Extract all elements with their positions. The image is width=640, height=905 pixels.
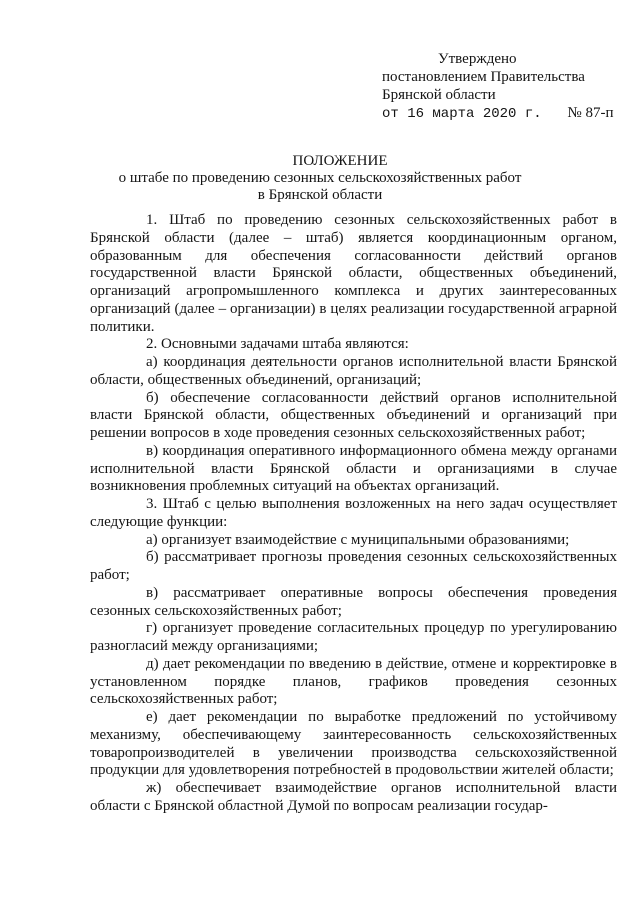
paragraph-3c: в) рассматривает оперативные вопросы обеспечения проведения сезонных сельскохозяйственных работ; (90, 584, 617, 619)
title-region: в Брянской области (257, 187, 383, 203)
paragraph-3f: е) дает рекомендации по выработке предложений по устойчивому механизму, обеспечивающему заинтересованность сельскохозяйственных товаропроизводителей в увеличении производства сельскохозяйственной продукции для удовлетворения потребностей в продовольствии жителей области; (90, 709, 617, 779)
paragraph-3a: а) организует взаимодействие с муниципальными образованиями; (146, 531, 570, 548)
document-body (90, 212, 617, 816)
title-main: ПОЛОЖЕНИЕ (292, 153, 388, 169)
paragraph-2c: в) координация оперативного информационного обмена между органами исполнительной власти Брянской области и организациями в случае возникновения проблемных ситуаций на объектах организаций. (90, 442, 617, 495)
approval-date: от 16 марта 2020 г. (382, 106, 542, 122)
paragraph-2a: а) координация деятельности органов исполнительной власти Брянской области, общественных объединений, организаций; (90, 354, 617, 388)
paragraph-3d: г) организует проведение согласительных процедур по урегулированию разногласий между организациями; (90, 620, 617, 654)
title-subject: о штабе по проведению сезонных сельскохозяйственных работ (118, 170, 522, 186)
paragraph-3g: ж) обеспечивает взаимодействие органов исполнительной власти области с Брянской областной Думой по вопросам реализации государ- (90, 780, 617, 814)
paragraph-3e: д) дает рекомендации по введению в действие, отмене и корректировке в установленном порядке планов, графиков проведения сезонных сельскохозяйственных работ; (90, 655, 617, 708)
paragraph-3: 3. Штаб с целью выполнения возложенных на него задач осуществляет следующие функции: (90, 496, 617, 530)
paragraph-2: 2. Основными задачами штаба являются: (146, 336, 409, 353)
approval-line-approved: Утверждено (438, 51, 517, 67)
approval-number: № 87-п (567, 105, 614, 121)
document-title (0, 153, 640, 204)
approval-line-region: Брянской области (382, 87, 496, 103)
paragraph-1: 1. Штаб по проведению сезонных сельскохозяйственных работ в Брянской области (далее – штаб) является координационным органом, образованным для обеспечения согласованности действий органов государственной власти Брянской области, общественных объединений, организаций агропромышленного комплекса и других заинтересованных организаций (далее – организации) в целях реализации государственной аграрной политики. (90, 212, 617, 335)
paragraph-2b: б) обеспечение согласованности действий органов исполнительной власти Брянской области, общественных объединений и организаций при решении вопросов в ходе проведения сезонных сельскохозяйственных работ; (90, 389, 617, 441)
paragraph-3b: б) рассматривает прогнозы проведения сезонных сельскохозяйственных работ; (90, 549, 617, 583)
approval-block (382, 50, 613, 123)
approval-date-line (382, 104, 613, 123)
approval-line-decree: постановлением Правительства (382, 69, 585, 85)
